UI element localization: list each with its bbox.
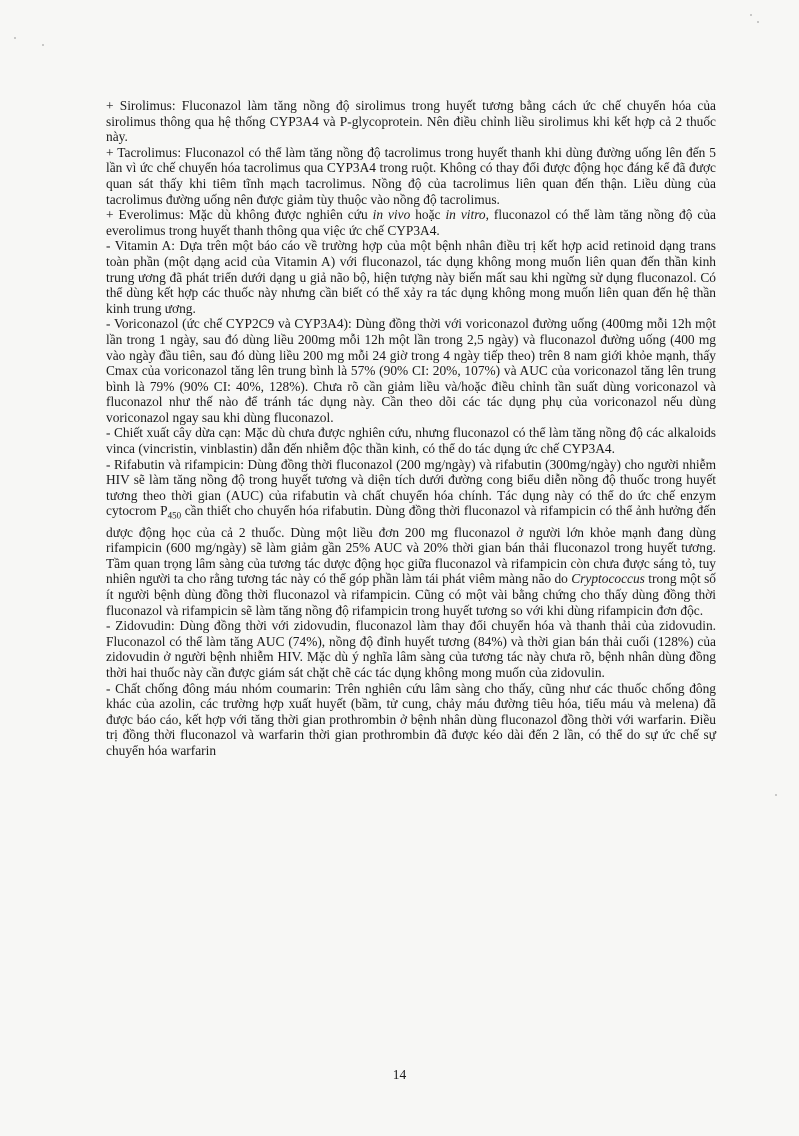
document-body (106, 98, 716, 759)
paragraph-zidovudin: - Zidovudin: Dùng đồng thời với zidovudin, fluconazol làm thay đổi chuyển hóa và thanh thải của zidovudin. Fluconazol có thể làm tăng AUC (74%), nồng độ đỉnh huyết tương (84%) và thời gian bán thải cuối (128%) của zidovudin ở người bệnh nhiễm HIV. Mặc dù ý nghĩa lâm sàng của tương tác này chưa rõ, bệnh nhân dùng đồng thời hai thuốc này cần được giám sát chặt chẽ các tác dụng không mong muốn của zidovulin. (106, 618, 716, 681)
paragraph-vinca-alkaloids: - Chiết xuất cây dừa cạn: Mặc dù chưa được nghiên cứu, nhưng fluconazol có thể làm tăng nồng độ các alkaloids vinca (vincristin, vinblastin) dẫn đến nhiễm độc thần kinh, có thể do tác dụng ức chế CYP3A4. (106, 425, 716, 457)
paragraph-vitamin-a: - Vitamin A: Dựa trên một báo cáo về trường hợp của một bệnh nhân điều trị kết hợp acid retinoid dạng trans toàn phần (một dạng acid của Vitamin A) với fluconazol, tác dụng không mong muốn liên quan đến thần kinh trung ương đã phát triển dưới dạng u giả não bộ, hiện tượng này biến mất sau khi ngừng sử dụng fluconazol. Có thể dùng kết hợp các thuốc này nhưng cần biết có thể xảy ra tác dụng không mong muốn liên quan đến hệ thần kinh trung ương. (106, 238, 716, 316)
scan-speck (750, 14, 752, 16)
scan-speck (757, 21, 759, 23)
paragraph-everolimus: + Everolimus: Mặc dù không được nghiên cứu in vivo hoặc in vitro, fluconazol có thể làm tăng nồng độ của everolimus trong huyết thanh thông qua việc ức chế CYP3A4. (106, 207, 716, 238)
paragraph-rifabutin-rifampicin: - Rifabutin và rifampicin: Dùng đồng thời fluconazol (200 mg/ngày) và rifabutin (300mg/ngày) cho người nhiễm HIV sẽ làm tăng nồng độ trong huyết tương và diện tích dưới đường cong biểu diễn nồng độ thuốc trong huyết tương theo thời gian (AUC) của rifabutin và chất chuyển hóa chính. Tác dụng này có thể do ức chế enzym cytocrom $P_{450}$ cần thiết cho chuyển hóa rifabutin. Dùng đồng thời fluconazol và rifampicin có thể ảnh hưởng đến dược động học của cả 2 thuốc. Dùng một liều đơn 200 mg fluconazol ở người lớn khỏe mạnh đang dùng rifampicin (600 mg/ngày) sẽ làm giảm gần 25% AUC và 20% thời gian bán thải fluconazol trong huyết tương. Tầm quan trọng lâm sàng của tương tác dược động học giữa fluconazol và rifampicin còn chưa được sáng tỏ, tuy nhiên người ta cho rằng tương tác này có thể góp phần làm tái phát viêm màng não do Cryptococcus trong một số ít người bệnh dùng đồng thời fluconazol và rifampicin. Cũng có một vài bằng chứng cho thấy dùng đồng thời fluconazol và rifampicin sẽ làm tăng nồng độ rifampicin trong huyết tương so với khi dùng rifampicin đơn độc. (106, 456, 716, 618)
paragraph-voriconazol: - Voriconazol (ức chế CYP2C9 và CYP3A4): Dùng đồng thời với voriconazol đường uống (400mg mỗi 12h một lần trong 1 ngày, sau đó dùng liều 200mg mỗi 12h một lần trong 2,5 ngày) và fluconazol đường uống (400 mg vào ngày đầu tiên, sau đó dùng liều 200 mg mỗi 24 giờ trong 4 ngày tiếp theo) trên 8 nam giới khỏe mạnh, thấy Cmax của voriconazol tăng lên trung bình là 57% (90% CI: 20%, 107%) và AUC của voriconazol tăng lên trung bình là 79% (90% CI: 40%, 128%). Chưa rõ cần giảm liều và/hoặc điều chỉnh tần suất dùng voriconazol và fluconazol như thế nào để tránh tác dụng này. Cần theo dõi các tác dụng phụ của voriconazol nếu dùng voriconazol ngay sau khi dùng fluconazol. (106, 316, 716, 425)
paragraph-coumarin: - Chất chống đông máu nhóm coumarin: Trên nghiên cứu lâm sàng cho thấy, cũng như các thuốc chống đông khác của azolin, các trường hợp xuất huyết (bầm, tử cung, chảy máu đường tiêu hóa, tiểu máu và melena) đã được báo cáo, kết hợp với tăng thời gian prothrombin ở bệnh nhân dùng fluconazol đồng thời với warfarin. Điều trị đồng thời fluconazol và warfarin thời gian prothrombin đã được kéo dài đến 2 lần, có thể do sự ức chế sự chuyển hóa warfarin (106, 680, 716, 759)
paragraph-tacrolimus: + Tacrolimus: Fluconazol có thể làm tăng nồng độ tacrolimus trong huyết thanh khi dùng đường uống lên đến 5 lần vì ức chế chuyển hóa tacrolimus qua CYP3A4 trong ruột. Không có thay đổi được động học đáng kể đã được quan sát thấy khi tiêm tĩnh mạch tacrolimus. Nồng độ của tacrolimus liên quan đến thận. Liều dùng của tacrolimus đường uống nên được giảm tùy thuộc vào nồng độ tacrolimus. (106, 144, 716, 207)
page-number: 14 (392, 1067, 407, 1082)
scan-speck (14, 37, 16, 39)
scan-speck (42, 44, 44, 46)
paragraph-sirolimus: + Sirolimus: Fluconazol làm tăng nồng độ sirolimus trong huyết tương bằng cách ức chế chuyển hóa của sirolimus thông qua hệ thống CYP3A4 và P-glycoprotein. Nên điều chỉnh liều sirolimus khi kết hợp cả 2 thuốc này. (106, 98, 716, 145)
scan-speck (775, 794, 777, 796)
